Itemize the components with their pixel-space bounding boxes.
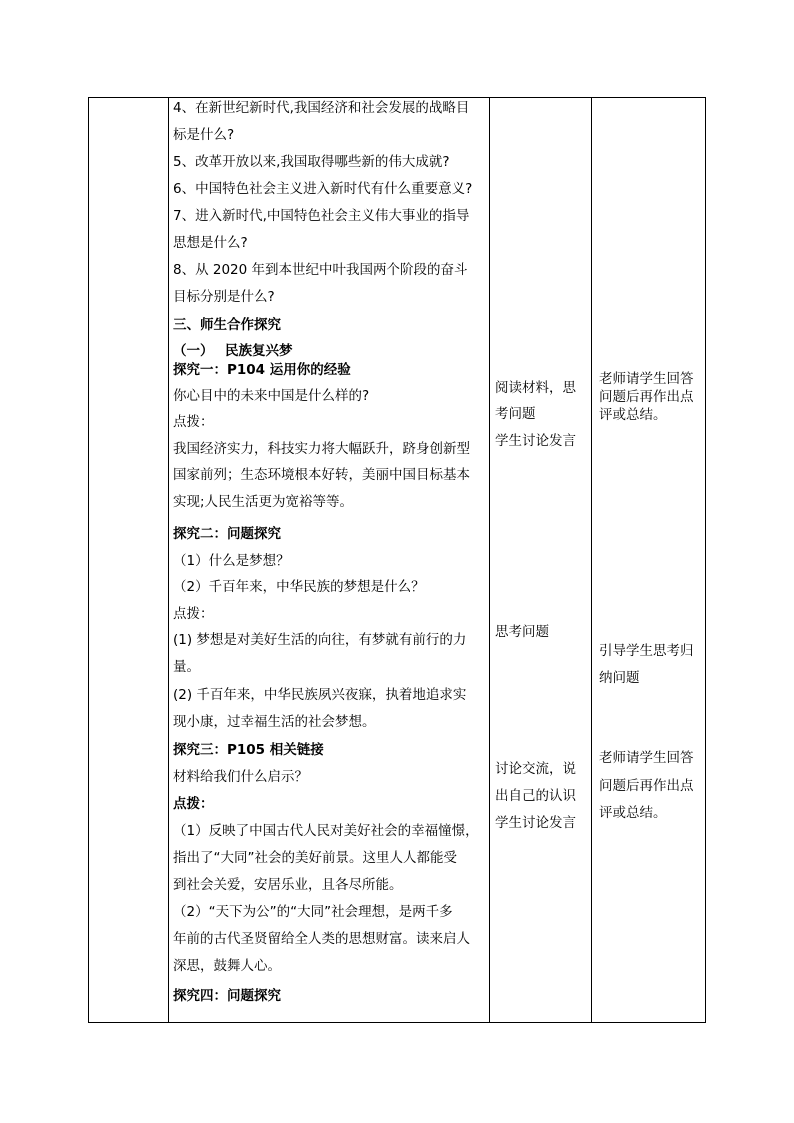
teacher-activity-line: 老师请学生回答 xyxy=(599,371,694,387)
explore2-title: 探究二：问题探究 xyxy=(173,526,281,542)
explore2-hint-line: 现小康，过幸福生活的社会梦想。 xyxy=(173,714,376,730)
section-title: 三、师生合作探究 xyxy=(173,317,281,333)
teacher-activity-line: 纳问题 xyxy=(599,670,640,686)
teacher-activity-line: 老师请学生回答 xyxy=(599,750,694,766)
explore2-question-1: （1）什么是梦想？ xyxy=(173,553,290,569)
lesson-table xyxy=(88,97,706,1023)
column-divider-2 xyxy=(489,98,490,1022)
student-activity-line: 学生讨论发言 xyxy=(495,815,576,831)
explore1-hint-line: 国家前列；生态环境根本好转，美丽中国目标基本 xyxy=(173,467,470,483)
explore3-hint-line: 年前的古代圣贤留给全人类的思想财富。读来启人 xyxy=(173,931,470,947)
teacher-activity-line: 问题后再作出点 xyxy=(599,778,694,794)
student-activity-line: 学生讨论发言 xyxy=(495,433,576,449)
explore4-title: 探究四：问题探究 xyxy=(173,988,281,1004)
explore2-hint-line: 量。 xyxy=(173,659,200,675)
explore1-hint-label: 点拨： xyxy=(173,414,214,430)
explore1-hint-line: 实现;人民生活更为宽裕等等。 xyxy=(173,494,354,510)
explore3-hint-line: 深思，鼓舞人心。 xyxy=(173,958,281,974)
explore2-hint-line: (1) 梦想是对美好生活的向往，有梦就有前行的力 xyxy=(173,632,467,648)
explore1-hint-line: 我国经济实力，科技实力将大幅跃升，跻身创新型 xyxy=(173,441,470,457)
explore1-question: 你心目中的未来中国是什么样的? xyxy=(173,388,370,404)
subsection-title: （一） 民族复兴梦 xyxy=(173,343,293,359)
question-line: 7、进入新时代,中国特色社会主义伟大事业的指导 xyxy=(173,208,470,224)
student-activity-line: 出自己的认识 xyxy=(495,788,576,804)
question-line: 4、在新世纪新时代,我国经济和社会发展的战略目 xyxy=(173,100,470,116)
teacher-activity-line: 评或总结。 xyxy=(599,407,667,423)
question-line: 思想是什么? xyxy=(173,235,248,251)
explore3-hint-label: 点拨： xyxy=(173,796,214,812)
teacher-activity-line: 引导学生思考归 xyxy=(599,643,694,659)
explore2-question-2: （2）千百年来，中华民族的梦想是什么？ xyxy=(173,579,425,595)
question-line: 8、从 2020 年到本世纪中叶我国两个阶段的奋斗 xyxy=(173,262,468,278)
student-activity-line: 阅读材料，思 xyxy=(495,380,576,396)
student-activity-line: 考问题 xyxy=(495,406,536,422)
teacher-activity-line: 评或总结。 xyxy=(599,805,667,821)
student-activity-line: 讨论交流，说 xyxy=(495,761,576,777)
explore3-title: 探究三：P105 相关链接 xyxy=(173,742,324,758)
question-line: 标是什么? xyxy=(173,127,235,143)
question-line: 6、中国特色社会主义进入新时代有什么重要意义? xyxy=(173,181,473,197)
column-divider-3 xyxy=(591,98,592,1022)
question-line: 5、改革开放以来,我国取得哪些新的伟大成就? xyxy=(173,154,450,170)
question-line: 目标分别是什么? xyxy=(173,289,275,305)
explore3-hint-line: （1）反映了中国古代人民对美好社会的幸福憧憬， xyxy=(173,823,479,839)
explore3-hint-line: 指出了“大同”社会的美好前景。这里人人都能受 xyxy=(173,850,457,866)
explore2-hint-line: (2) 千百年来，中华民族夙兴夜寐，执着地追求实 xyxy=(173,687,467,703)
explore3-hint-line: （2）“天下为公”的“大同”社会理想，是两千多 xyxy=(173,904,453,920)
explore1-title: 探究一：P104 运用你的经验 xyxy=(173,362,351,378)
teacher-activity-line: 问题后再作出点 xyxy=(599,389,694,405)
column-divider-1 xyxy=(168,98,169,1022)
explore2-hint-label: 点拨： xyxy=(173,606,214,622)
explore3-hint-line: 到社会关爱，安居乐业，且各尽所能。 xyxy=(173,877,403,893)
student-activity-line: 思考问题 xyxy=(495,624,549,640)
explore3-question: 材料给我们什么启示？ xyxy=(173,769,308,785)
